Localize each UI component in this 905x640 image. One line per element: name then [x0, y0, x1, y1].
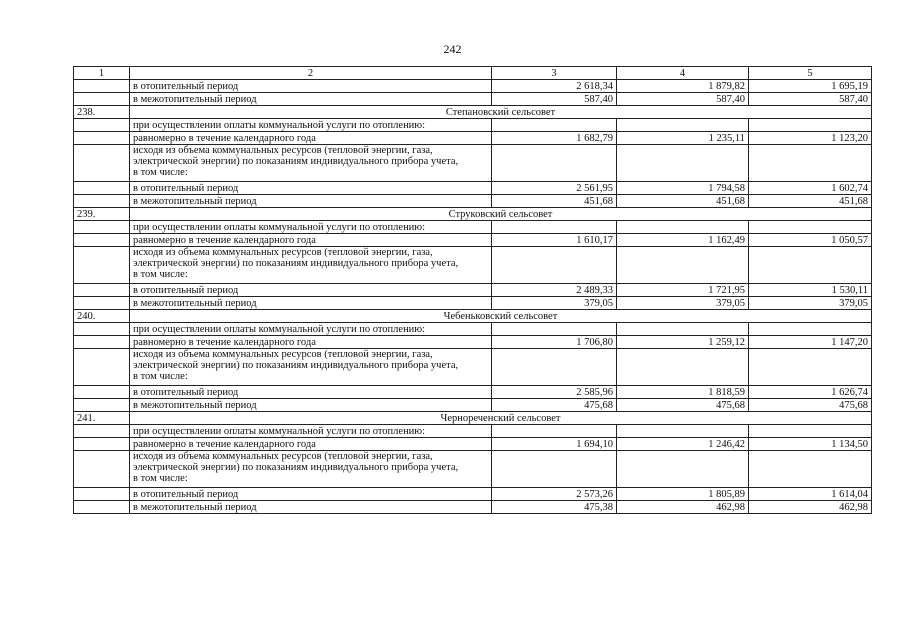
header-row [74, 67, 872, 80]
header-col-3: 3 [492, 67, 617, 80]
row-index-cell [74, 145, 130, 182]
value-col-5: 1 614,04 [749, 488, 872, 501]
empty-cell [749, 119, 872, 132]
row-label: в отопительный период [130, 80, 492, 93]
value-col-3: 2 585,96 [492, 386, 617, 399]
value-col-5: 1 123,20 [749, 132, 872, 145]
value-col-5: 475,68 [749, 399, 872, 412]
data-row [74, 93, 872, 106]
row-index-cell [74, 501, 130, 514]
empty-cell [492, 451, 617, 488]
value-col-4: 1 721,95 [617, 284, 749, 297]
data-row [74, 399, 872, 412]
value-col-5: 1 530,11 [749, 284, 872, 297]
empty-cell [617, 119, 749, 132]
row-label: в межотопительный период [130, 501, 492, 514]
row-index-cell [74, 93, 130, 106]
row-index-cell [74, 488, 130, 501]
value-col-4: 462,98 [617, 501, 749, 514]
data-row [74, 284, 872, 297]
data-row [74, 386, 872, 399]
value-col-4: 1 246,42 [617, 438, 749, 451]
empty-cell [617, 323, 749, 336]
value-col-3: 475,38 [492, 501, 617, 514]
row-label: равномерно в течение календарного года [130, 132, 492, 145]
section-name: Степановский сельсовет [130, 106, 872, 119]
row-label: в отопительный период [130, 386, 492, 399]
value-col-5: 1 147,20 [749, 336, 872, 349]
data-row [74, 80, 872, 93]
text-row-multiline [74, 451, 872, 488]
value-col-4: 1 818,59 [617, 386, 749, 399]
data-row [74, 182, 872, 195]
value-col-5: 1 602,74 [749, 182, 872, 195]
header-col-5: 5 [749, 67, 872, 80]
data-row [74, 438, 872, 451]
row-label: в отопительный период [130, 182, 492, 195]
text-row-multiline [74, 145, 872, 182]
page-number: 242 [443, 42, 462, 56]
row-index-cell [74, 386, 130, 399]
section-number: 241. [74, 412, 130, 425]
text-row [74, 119, 872, 132]
empty-cell [749, 247, 872, 284]
row-label: равномерно в течение календарного года [130, 438, 492, 451]
value-col-3: 1 682,79 [492, 132, 617, 145]
value-col-3: 379,05 [492, 297, 617, 310]
empty-cell [492, 425, 617, 438]
empty-cell [492, 247, 617, 284]
row-label: в межотопительный период [130, 297, 492, 310]
value-col-5: 379,05 [749, 297, 872, 310]
row-index-cell [74, 221, 130, 234]
section-row [74, 310, 872, 323]
value-col-3: 451,68 [492, 195, 617, 208]
section-row [74, 208, 872, 221]
row-label: при осуществлении оплаты коммунальной услуги по отоплению: [130, 221, 492, 234]
row-label: при осуществлении оплаты коммунальной услуги по отоплению: [130, 119, 492, 132]
value-col-4: 475,68 [617, 399, 749, 412]
header-col-4: 4 [617, 67, 749, 80]
value-col-3: 2 573,26 [492, 488, 617, 501]
empty-cell [617, 451, 749, 488]
empty-cell [749, 145, 872, 182]
row-index-cell [74, 349, 130, 386]
row-index-cell [74, 80, 130, 93]
empty-cell [492, 119, 617, 132]
value-col-4: 1 162,49 [617, 234, 749, 247]
tariff-table [73, 66, 872, 514]
text-row [74, 323, 872, 336]
row-label: равномерно в течение календарного года [130, 234, 492, 247]
data-row [74, 132, 872, 145]
row-index-cell [74, 284, 130, 297]
row-label: исходя из объема коммунальных ресурсов (тепловой энергии, газа, электрической энергии) по показаниям индивидуального прибора учета, в том числе: [130, 247, 492, 284]
row-index-cell [74, 336, 130, 349]
row-label: в межотопительный период [130, 399, 492, 412]
row-label: в межотопительный период [130, 195, 492, 208]
empty-cell [617, 247, 749, 284]
row-index-cell [74, 247, 130, 284]
value-col-4: 1 235,11 [617, 132, 749, 145]
value-col-3: 1 610,17 [492, 234, 617, 247]
data-row [74, 336, 872, 349]
value-col-4: 451,68 [617, 195, 749, 208]
row-label: исходя из объема коммунальных ресурсов (тепловой энергии, газа, электрической энергии) по показаниям индивидуального прибора учета, в том числе: [130, 451, 492, 488]
row-index-cell [74, 323, 130, 336]
empty-cell [617, 349, 749, 386]
section-number: 239. [74, 208, 130, 221]
value-col-4: 1 794,58 [617, 182, 749, 195]
row-label: при осуществлении оплаты коммунальной услуги по отоплению: [130, 323, 492, 336]
value-col-3: 2 489,33 [492, 284, 617, 297]
row-label: при осуществлении оплаты коммунальной услуги по отоплению: [130, 425, 492, 438]
section-name: Чебеньковский сельсовет [130, 310, 872, 323]
row-label: исходя из объема коммунальных ресурсов (тепловой энергии, газа, электрической энергии) по показаниям индивидуального прибора учета, в том числе: [130, 349, 492, 386]
empty-cell [617, 221, 749, 234]
empty-cell [492, 221, 617, 234]
row-index-cell [74, 399, 130, 412]
section-number: 238. [74, 106, 130, 119]
value-col-3: 1 694,10 [492, 438, 617, 451]
row-label: в межотопительный период [130, 93, 492, 106]
row-label: в отопительный период [130, 488, 492, 501]
section-name: Чернореченский сельсовет [130, 412, 872, 425]
row-index-cell [74, 297, 130, 310]
value-col-4: 379,05 [617, 297, 749, 310]
row-index-cell [74, 451, 130, 488]
row-index-cell [74, 182, 130, 195]
section-number: 240. [74, 310, 130, 323]
value-col-4: 1 259,12 [617, 336, 749, 349]
section-row [74, 412, 872, 425]
value-col-4: 1 879,82 [617, 80, 749, 93]
value-col-3: 587,40 [492, 93, 617, 106]
text-row-multiline [74, 349, 872, 386]
header-col-1: 1 [74, 67, 130, 80]
value-col-4: 587,40 [617, 93, 749, 106]
text-row-multiline [74, 247, 872, 284]
text-row [74, 221, 872, 234]
empty-cell [749, 221, 872, 234]
row-index-cell [74, 234, 130, 247]
value-col-3: 2 561,95 [492, 182, 617, 195]
row-label: равномерно в течение календарного года [130, 336, 492, 349]
empty-cell [749, 349, 872, 386]
value-col-4: 1 805,89 [617, 488, 749, 501]
header-col-2: 2 [130, 67, 492, 80]
row-index-cell [74, 119, 130, 132]
value-col-3: 2 618,34 [492, 80, 617, 93]
empty-cell [749, 451, 872, 488]
data-row [74, 195, 872, 208]
value-col-5: 462,98 [749, 501, 872, 514]
row-label: исходя из объема коммунальных ресурсов (тепловой энергии, газа, электрической энергии) по показаниям индивидуального прибора учета, в том числе: [130, 145, 492, 182]
data-row [74, 234, 872, 247]
empty-cell [617, 425, 749, 438]
section-name: Струковский сельсовет [130, 208, 872, 221]
data-row [74, 297, 872, 310]
empty-cell [749, 323, 872, 336]
row-index-cell [74, 438, 130, 451]
row-index-cell [74, 425, 130, 438]
value-col-5: 1 050,57 [749, 234, 872, 247]
empty-cell [492, 145, 617, 182]
empty-cell [749, 425, 872, 438]
row-index-cell [74, 132, 130, 145]
text-row [74, 425, 872, 438]
value-col-3: 475,68 [492, 399, 617, 412]
empty-cell [617, 145, 749, 182]
data-row [74, 501, 872, 514]
value-col-5: 1 626,74 [749, 386, 872, 399]
value-col-5: 587,40 [749, 93, 872, 106]
data-row [74, 488, 872, 501]
section-row [74, 106, 872, 119]
value-col-3: 1 706,80 [492, 336, 617, 349]
value-col-5: 1 695,19 [749, 80, 872, 93]
empty-cell [492, 323, 617, 336]
value-col-5: 1 134,50 [749, 438, 872, 451]
value-col-5: 451,68 [749, 195, 872, 208]
empty-cell [492, 349, 617, 386]
row-index-cell [74, 195, 130, 208]
row-label: в отопительный период [130, 284, 492, 297]
